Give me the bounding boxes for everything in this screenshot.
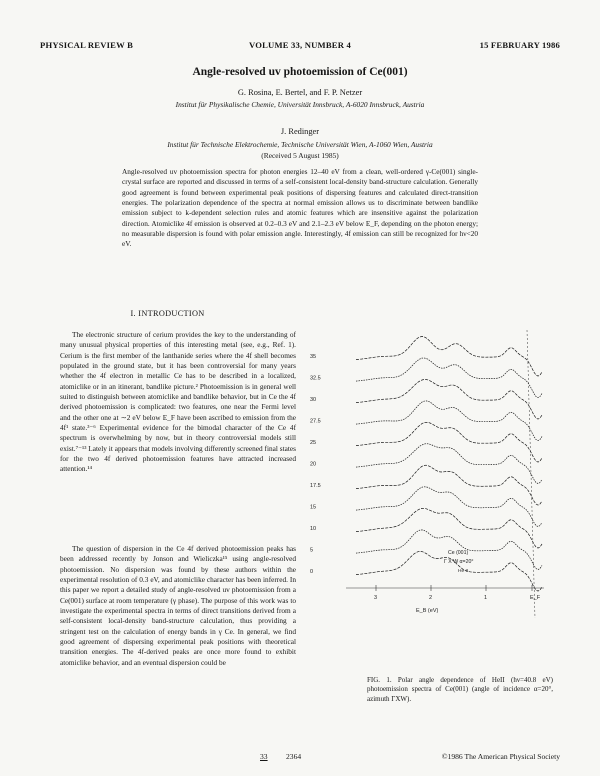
spectrum-curve [356,465,542,505]
journal-name: PHYSICAL REVIEW B [40,40,134,50]
x-tick-label: 1 [484,595,488,601]
section-heading: I. INTRODUCTION [130,309,205,318]
angle-label: 32.5 [310,375,321,382]
spectrum-curve [356,508,542,548]
affiliation-2: Institut für Technische Elektrochemie, Technische Universität Wien, A-1060 Wien, Austria [167,140,433,149]
received-date: (Received 5 August 1985) [261,151,339,160]
angle-label: 30 [310,397,317,403]
x-ticks [374,585,541,601]
spectrum-curve [356,337,542,377]
spectrum-curve [356,444,542,484]
x-tick-label: 3 [374,595,378,601]
issue-date: 15 FEBRUARY 1986 [479,40,560,50]
angle-label: 35 [310,354,317,360]
angle-label: 27.5 [310,418,321,425]
spectra-plot [306,322,556,622]
figure-1 [306,322,556,622]
spectrum-curve [356,401,542,441]
spectrum-curve [356,358,542,398]
angle-label: 5 [310,547,314,554]
paper-title: Angle-resolved uv photoemission of Ce(001) [192,66,408,78]
author-list-2: J. Redinger [280,127,320,136]
spectrum-curve [356,487,542,527]
angle-annotation: Γ X W α=20° [444,559,474,565]
x-tick-label: 2 [429,595,433,601]
sample-annotation: Ce (001) [448,550,469,556]
page-footer [40,752,560,764]
angle-label: 15 [310,504,317,511]
author-list-1: G. Rosina, E. Bertel, and F. P. Netzer [237,88,363,97]
angle-label: 17.5 [310,483,321,489]
x-tick-label: E_F [530,595,541,601]
spectrum-curve [356,380,542,420]
abstract: Angle-resolved uv photoemission spectra for photon energies 12–40 eV from a clean, well-ordered γ-Ce(001) single-crystal surface are reported and discussed in terms of a self-consistent local-density band-structure calculation. Generally good agreement is found between experimental peak positions of dispersing features and calculated direct-transition energies. The polarization dependence of the spectra at normal emission allows us to discriminate between bandlike emission subject to k-dependent selection rules and atomic features which are insensitive against the polarization direction. Atomiclike 4f emission is observed at 0.2–0.3 eV and 2.1–2.3 eV below E_F, depending on the photon energy; no measurable dispersion is found with polar emission angle. Interestingly, 4f emission can still be recognized for hν<20 eV. [122,167,478,249]
figure-caption: FIG. 1. Polar angle dependence of HeII (hν=40.8 eV) photoemission spectra of Ce(001) (angle of incidence α=20°, azimuth ΓXW). [367,676,553,703]
intro-paragraph-2: The question of dispersion in the Ce 4f derived photoemission peaks has been addressed recently by Jonson and Wieliczka¹⁵ using angle-resolved photoemission. No dispersion was found by these authors within the experimental resolution of 0.3 eV, and atomiclike character has been inferred. In this paper we report a detailed study of angle-resolved uv photoemission from a Ce(001) surface at room temperature (γ phase). The purpose of this work was to investigate the experimental spectra in terms of direct transitions derived from a self-consistent local-density band-structure calculation, thus providing a stringent test on the calculation of energy bands in γ Ce. In general, we find good agreement of dispersing experimental peak positions with theoretical transition energies. The 4f-derived peaks are once more found to exhibit atomiclike behavior, and an eventual dispersion could be [60,544,296,667]
intro-paragraph-1: The electronic structure of cerium provides the key to the understanding of many unusual physical properties of this interesting metal (see, e.g., Ref. 1). Cerium is the first member of the lanthanide series where the 4f shell becomes populated in the ground state, but it has been controversial for many years whether the 4f electron in metallic Ce has to be described in a localized, atomiclike or in an itinerant, bandlike picture.² Photoemission is in general well suited to distinguish between atomiclike and bandlike behavior, but in Ce the 4f derived photoemission is complicated: two features, one near the Fermi level and the other one at ∼2 eV below E_F have been ascribed to emission from the 4f¹ state.³⁻⁶ Experimental evidence for the bimodal character of the Ce 4f spectrum is overwhelming by now, but in theory controversial models still exist.⁷⁻¹³ Lately it appears that models involving differently screened final states for the two 4f derived photoemission features have attracted increased attention.¹⁴ [60,330,296,474]
spectrum-curve [356,422,542,462]
angle-labels [310,354,321,575]
angle-label: 20 [310,461,317,468]
affiliation-1: Institut für Physikalische Chemie, Universität Innsbruck, A-6020 Innsbruck, Austria [175,100,425,109]
page-number: 2364 [286,752,302,761]
angle-label: 25 [310,440,317,446]
footer-volume: 33 [260,752,268,761]
spectrum-curve [356,551,542,591]
x-axis-label: E_B (eV) [416,608,439,614]
angle-label: 10 [310,526,317,532]
running-header [40,40,560,54]
source-annotation: He II [458,569,469,574]
fermi-level-line [527,330,535,618]
volume-number: VOLUME 33, NUMBER 4 [249,40,351,50]
copyright: ©1986 The American Physical Society [441,752,560,761]
angle-label: 0 [310,569,314,575]
